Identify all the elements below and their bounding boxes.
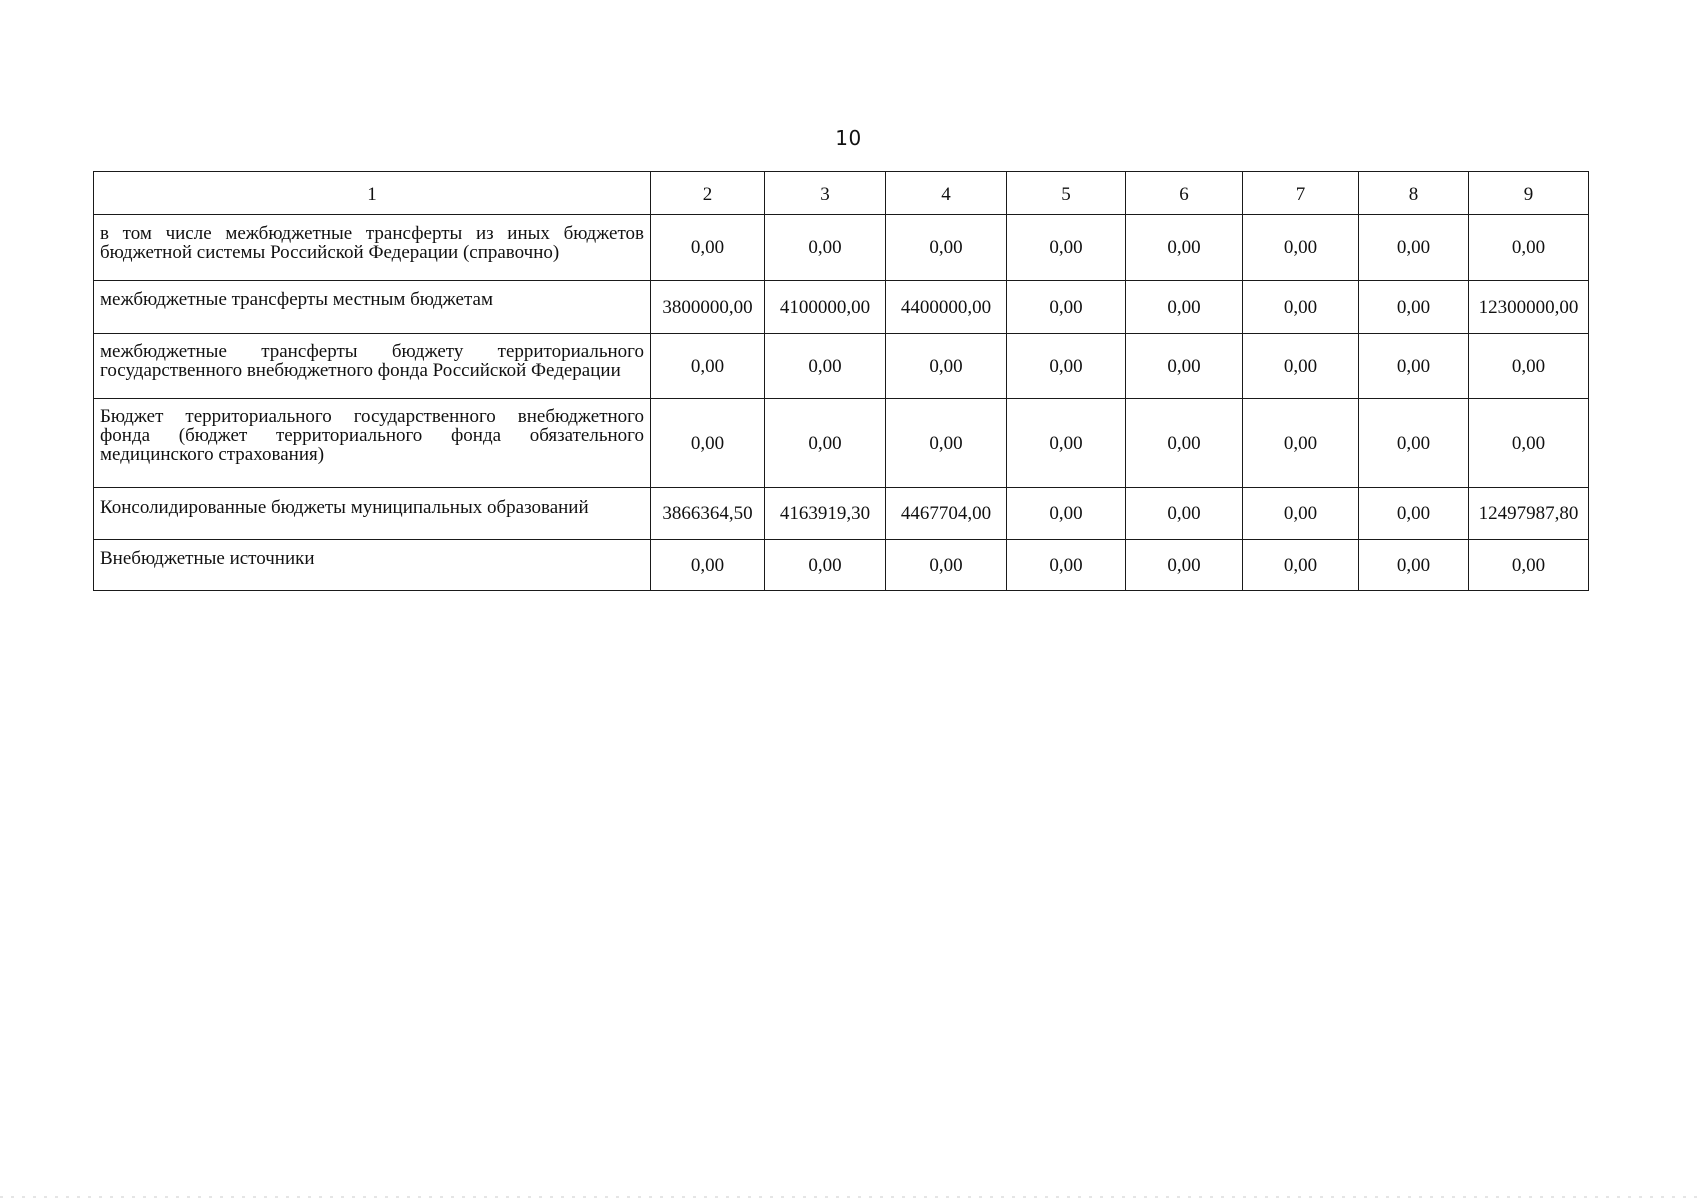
column-header: 9 xyxy=(1469,172,1589,215)
table-cell: 0,00 xyxy=(1469,215,1589,281)
table-cell: 0,00 xyxy=(1126,488,1243,540)
table-cell: 0,00 xyxy=(765,334,886,399)
table-cell: 0,00 xyxy=(1007,281,1126,334)
table-cell: 0,00 xyxy=(1469,334,1589,399)
table-cell: 0,00 xyxy=(1243,540,1359,591)
row-label: Внебюджетные источники xyxy=(94,540,651,591)
table-cell: 3800000,00 xyxy=(651,281,765,334)
table-cell: 12300000,00 xyxy=(1469,281,1589,334)
table-cell: 4467704,00 xyxy=(886,488,1007,540)
table-cell: 0,00 xyxy=(651,399,765,488)
table-cell: 0,00 xyxy=(1243,281,1359,334)
table-header-row xyxy=(94,172,1589,215)
table-cell: 0,00 xyxy=(1243,399,1359,488)
table-cell: 0,00 xyxy=(1359,399,1469,488)
table-cell: 0,00 xyxy=(1243,334,1359,399)
column-header: 1 xyxy=(94,172,651,215)
table-cell: 0,00 xyxy=(651,540,765,591)
table-cell: 0,00 xyxy=(1243,215,1359,281)
table-cell: 4163919,30 xyxy=(765,488,886,540)
table-cell: 0,00 xyxy=(1007,334,1126,399)
table-cell: 0,00 xyxy=(886,399,1007,488)
table-row xyxy=(94,399,1589,488)
table-cell: 12497987,80 xyxy=(1469,488,1589,540)
table-cell: 0,00 xyxy=(1126,215,1243,281)
scan-edge-specks xyxy=(0,1196,1697,1198)
table-cell: 0,00 xyxy=(886,334,1007,399)
column-header: 2 xyxy=(651,172,765,215)
table-cell: 0,00 xyxy=(1359,215,1469,281)
table-cell: 4400000,00 xyxy=(886,281,1007,334)
table-cell: 0,00 xyxy=(886,215,1007,281)
table-cell: 0,00 xyxy=(1359,540,1469,591)
column-header: 4 xyxy=(886,172,1007,215)
table-cell: 0,00 xyxy=(1359,488,1469,540)
table-cell: 3866364,50 xyxy=(651,488,765,540)
table-cell: 0,00 xyxy=(651,215,765,281)
page-number: 10 xyxy=(835,126,862,150)
table-cell: 0,00 xyxy=(765,215,886,281)
table-cell: 0,00 xyxy=(1469,399,1589,488)
table-cell: 0,00 xyxy=(1007,488,1126,540)
column-header: 6 xyxy=(1126,172,1243,215)
table-cell: 0,00 xyxy=(765,399,886,488)
column-header: 8 xyxy=(1359,172,1469,215)
column-header: 7 xyxy=(1243,172,1359,215)
table-row xyxy=(94,540,1589,591)
table-cell: 0,00 xyxy=(1126,399,1243,488)
table-cell: 0,00 xyxy=(1243,488,1359,540)
table-cell: 0,00 xyxy=(1126,540,1243,591)
row-label: в том числе межбюджетные трансферты из иных бюджетов бюджетной системы Российской Федерации (справочно) xyxy=(94,215,651,281)
column-header: 3 xyxy=(765,172,886,215)
table-cell: 4100000,00 xyxy=(765,281,886,334)
table-cell: 0,00 xyxy=(1007,215,1126,281)
table-cell: 0,00 xyxy=(1469,540,1589,591)
row-label: межбюджетные трансферты бюджету территориального государственного внебюджетного фонда Российской Федерации xyxy=(94,334,651,399)
table-row xyxy=(94,334,1589,399)
table-row xyxy=(94,488,1589,540)
table-cell: 0,00 xyxy=(1007,540,1126,591)
table-cell: 0,00 xyxy=(1007,399,1126,488)
table-row xyxy=(94,281,1589,334)
table-cell: 0,00 xyxy=(651,334,765,399)
budget-table xyxy=(93,171,1589,591)
table-cell: 0,00 xyxy=(1126,281,1243,334)
table-row xyxy=(94,215,1589,281)
table-cell: 0,00 xyxy=(1359,334,1469,399)
table-cell: 0,00 xyxy=(765,540,886,591)
table-cell: 0,00 xyxy=(1126,334,1243,399)
table-cell: 0,00 xyxy=(886,540,1007,591)
row-label: Консолидированные бюджеты муниципальных образований xyxy=(94,488,651,540)
row-label: Бюджет территориального государственного внебюджетного фонда (бюджет территориального фонда обязательного медицинского страхования) xyxy=(94,399,651,488)
row-label: межбюджетные трансферты местным бюджетам xyxy=(94,281,651,334)
table-cell: 0,00 xyxy=(1359,281,1469,334)
column-header: 5 xyxy=(1007,172,1126,215)
